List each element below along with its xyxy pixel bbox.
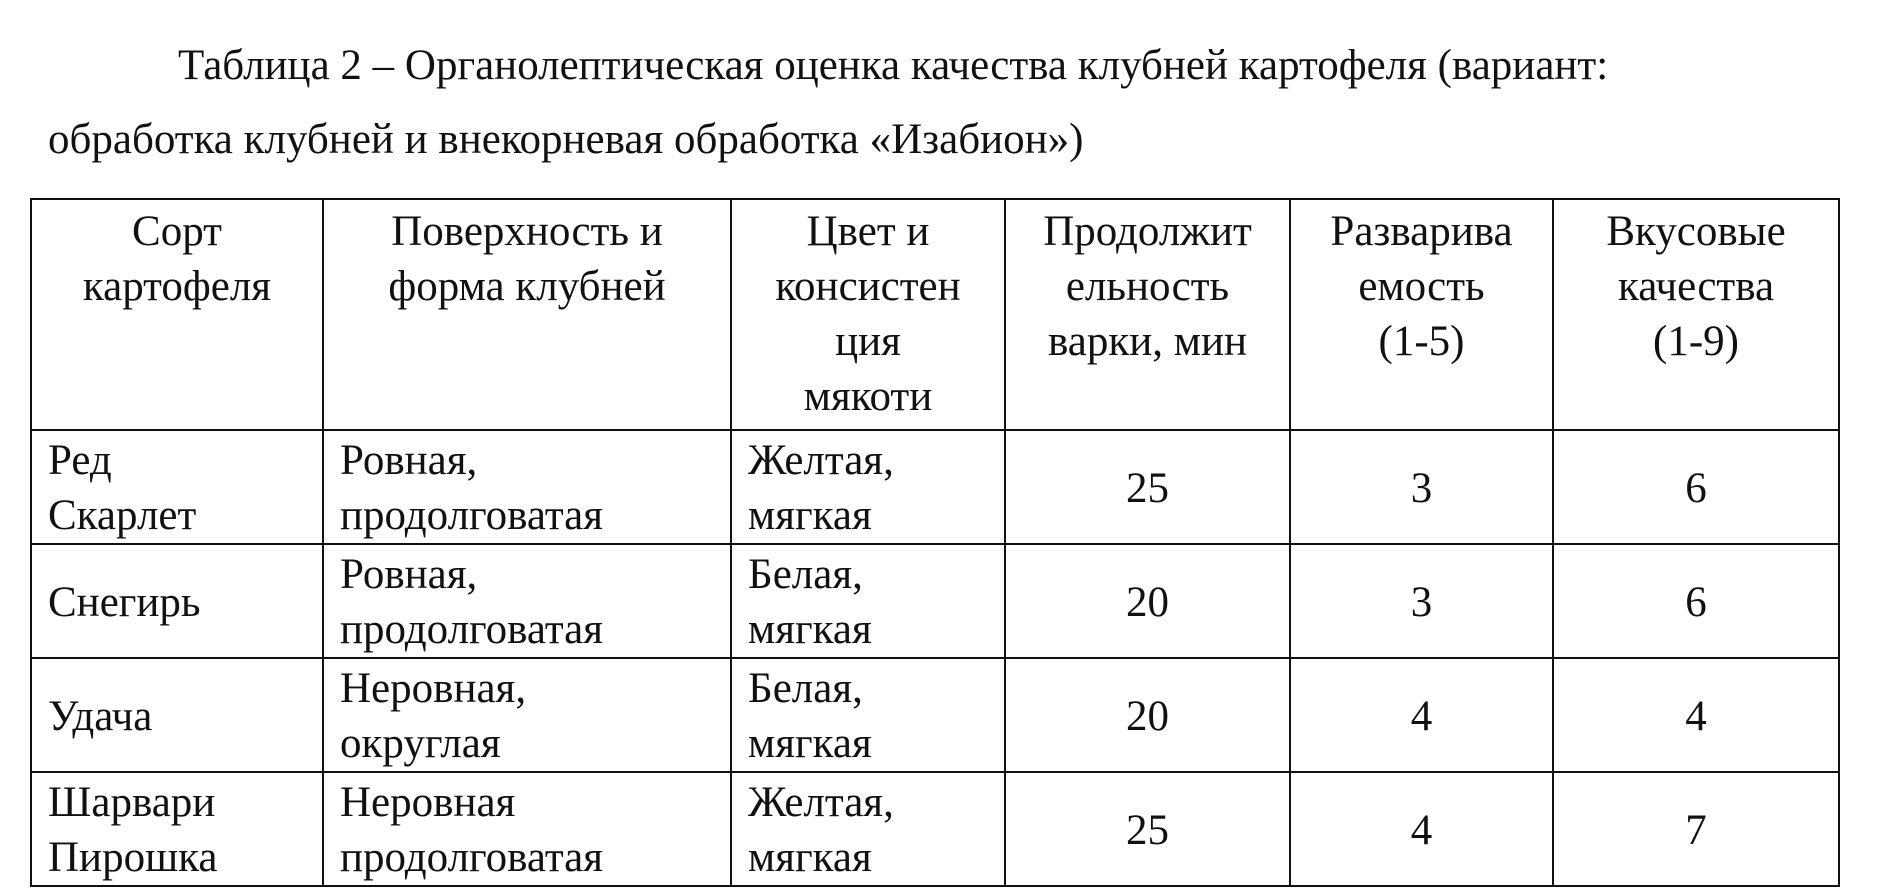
header-variety [31,199,323,430]
table-row [31,430,1839,544]
cell-text: Желтая, [748,779,894,826]
cell-cooking-time: 20 [1005,544,1290,658]
header-cooking-time [1005,199,1290,430]
header-text: Сорт [132,208,222,255]
header-text: ельность [1065,263,1230,310]
header-text: Продолжит [1043,208,1252,255]
header-text: емость [1358,263,1485,310]
header-text: мякоти [803,373,933,420]
header-text: (1-5) [1378,318,1465,365]
cell-variety [31,544,323,658]
cell-color [731,430,1005,544]
cell-text: продолговатая [340,834,603,881]
cell-surface [323,658,731,772]
table-row [31,658,1839,772]
cell-text: мягкая [748,720,872,767]
cell-text: продолговатая [340,492,603,539]
cell-boilability: 4 [1290,658,1553,772]
cell-text: Скарлет [48,492,197,539]
header-text: картофеля [82,263,272,310]
header-text: Разварива [1330,208,1513,255]
header-text: Вкусовые [1606,208,1786,255]
header-text: консистен [775,263,961,310]
cell-text: Шарвари [48,779,216,826]
cell-text: Неровная, [340,665,527,712]
cell-text: округлая [340,720,501,767]
cell-cooking-time: 25 [1005,430,1290,544]
cell-text: мягкая [748,834,872,881]
cell-text: Ровная, [340,437,478,484]
cell-text: Белая, [748,665,863,712]
cell-text: Пирошка [48,834,218,881]
cell-taste: 6 [1553,544,1839,658]
header-taste [1553,199,1839,430]
cell-color [731,658,1005,772]
header-text: (1-9) [1653,318,1739,365]
header-text: качества [1617,263,1775,310]
cell-variety [31,772,323,886]
cell-text: продолговатая [340,606,603,653]
cell-cooking-time: 20 [1005,658,1290,772]
header-row [31,199,1839,430]
header-text: варки, мин [1048,318,1247,365]
header-surface [323,199,731,430]
table-row [31,544,1839,658]
cell-boilability: 3 [1290,544,1553,658]
cell-boilability: 3 [1290,430,1553,544]
cell-text: Неровная [340,779,516,826]
header-boilability [1290,199,1553,430]
cell-surface [323,772,731,886]
table-row [31,772,1839,886]
cell-surface [323,544,731,658]
header-text: форма клубней [388,263,666,310]
cell-boilability: 4 [1290,772,1553,886]
cell-surface [323,430,731,544]
quality-table [30,198,1840,887]
cell-color [731,544,1005,658]
cell-text: мягкая [748,606,872,653]
header-text: Цвет и [806,208,930,255]
table-caption [48,18,1878,188]
cell-text: Желтая, [748,437,894,484]
header-text: Поверхность и [391,208,663,255]
cell-variety [31,430,323,544]
cell-taste: 7 [1553,772,1839,886]
cell-text: Ред [48,437,112,484]
cell-taste: 6 [1553,430,1839,544]
cell-text: Удача [48,692,153,740]
caption-line-2: обработка клубней и внекорневая обработка «Изабион») [48,116,1084,163]
cell-cooking-time: 25 [1005,772,1290,886]
cell-text: мягкая [748,492,872,539]
cell-text: Ровная, [340,551,478,598]
cell-color [731,772,1005,886]
header-color [731,199,1005,430]
cell-text: Снегирь [48,578,201,626]
cell-taste: 4 [1553,658,1839,772]
cell-text: Белая, [748,551,863,598]
header-text: ция [835,318,901,365]
caption-line-1: Таблица 2 – Органолептическая оценка качества клубней картофеля (вариант: [178,42,1609,89]
cell-variety [31,658,323,772]
